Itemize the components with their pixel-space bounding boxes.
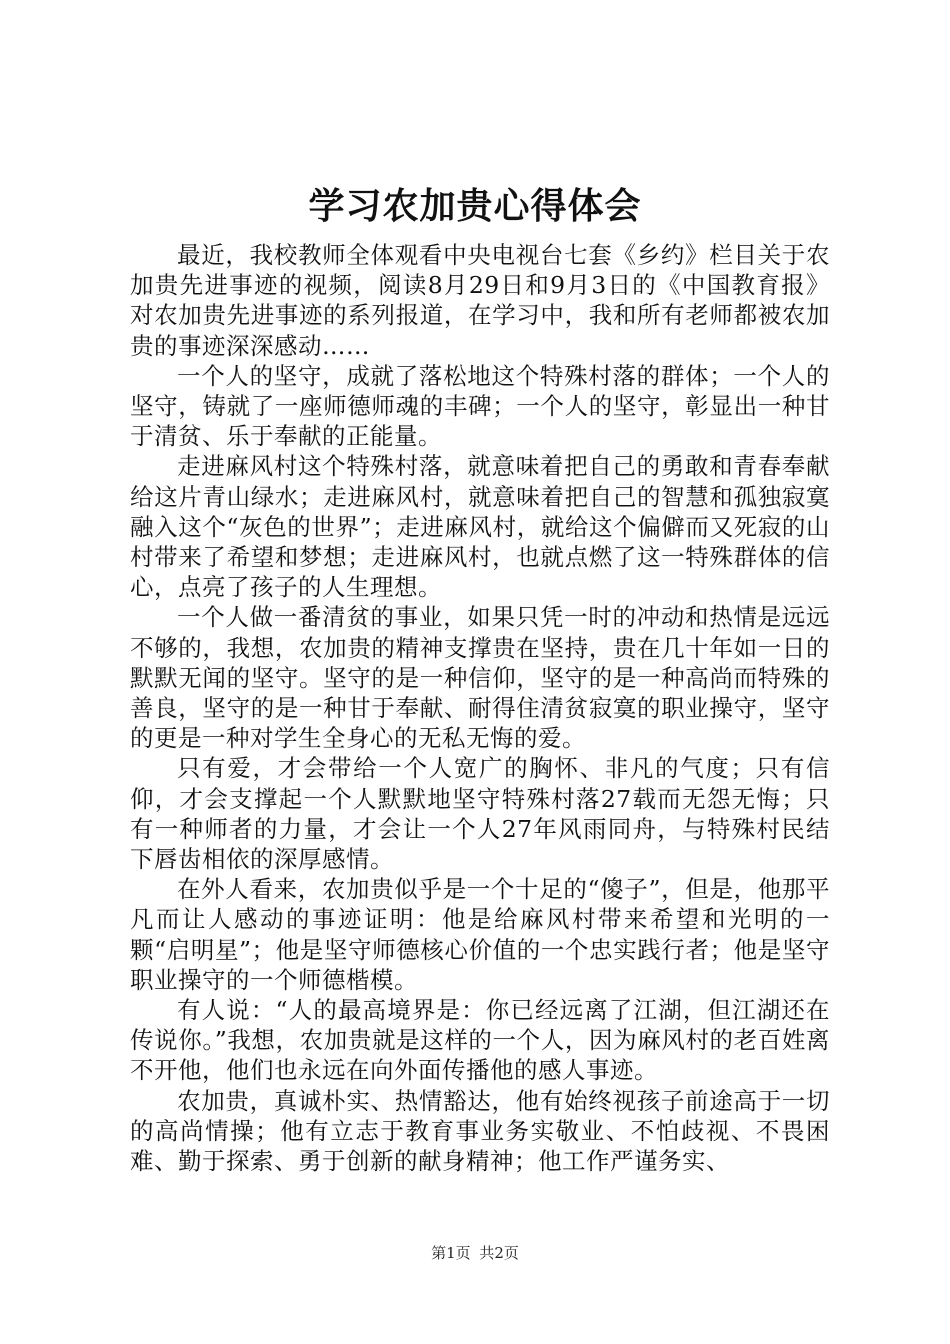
paragraph: 只有爱，才会带给一个人宽广的胸怀、非凡的气度；只有信仰，才会支撑起一个人默默地坚守特殊村落27载而无怨无悔；只有一种师者的力量，才会让一个人27年风雨同舟，与特殊村民结下唇齿相依的深厚感情。 xyxy=(130,754,830,874)
document-title: 学习农加贵心得体会 xyxy=(308,185,642,227)
paragraph: 农加贵，真诚朴实、热情豁达，他有始终视孩子前途高于一切的高尚情操；他有立志于教育事业务实敬业、不怕歧视、不畏困难、勤于探索、勇于创新的献身精神；他工作严谨务实、 xyxy=(130,1086,830,1176)
paragraph: 有人说：“人的最高境界是：你已经远离了江湖，但江湖还在传说你。”我想，农加贵就是这样的一个人，因为麻风村的老百姓离不开他，他们也永远在向外面传播他的感人事迹。 xyxy=(130,996,830,1085)
paragraph: 走进麻风村这个特殊村落，就意味着把自己的勇敢和青春奉献给这片青山绿水；走进麻风村，就意味着把自己的智慧和孤独寂寞融入这个“灰色的世界”；走进麻风村，就给这个偏僻而又死寂的山村带来了希望和梦想；走进麻风村，也就点燃了这一特殊群体的信心，点亮了孩子的人生理想。 xyxy=(130,452,830,602)
page-number: 第1页 xyxy=(431,1244,471,1262)
page-footer xyxy=(0,1243,950,1263)
paragraph: 一个人做一番清贫的事业，如果只凭一时的冲动和热情是远远不够的，我想，农加贵的精神支撑贵在坚持，贵在几十年如一日的默默无闻的坚守。坚守的是一种信仰，坚守的是一种高尚而特殊的善良，坚守的是一种甘于奉献、耐得住清贫寂寞的职业操守，坚守的更是一种对学生全身心的无私无悔的爱。 xyxy=(130,603,830,753)
document-body xyxy=(130,240,830,1176)
paragraph: 在外人看来，农加贵似乎是一个十足的“傻子”，但是，他那平凡而让人感动的事迹证明：他是给麻风村带来希望和光明的一颗“启明星”；他是坚守师德核心价值的一个忠实践行者；他是坚守职业操守的一个师德楷模。 xyxy=(130,875,830,994)
paragraph: 最近，我校教师全体观看中央电视台七套《乡约》栏目关于农加贵先进事迹的视频，阅读8月29日和9月3日的《中国教育报》对农加贵先进事迹的系列报道，在学习中，我和所有老师都被农加贵的事迹深深感动…… xyxy=(130,241,830,360)
page-total: 共2页 xyxy=(479,1244,519,1262)
paragraph: 一个人的坚守，成就了落松地这个特殊村落的群体；一个人的坚守，铸就了一座师德师魂的丰碑；一个人的坚守，彰显出一种甘于清贫、乐于奉献的正能量。 xyxy=(130,361,830,451)
